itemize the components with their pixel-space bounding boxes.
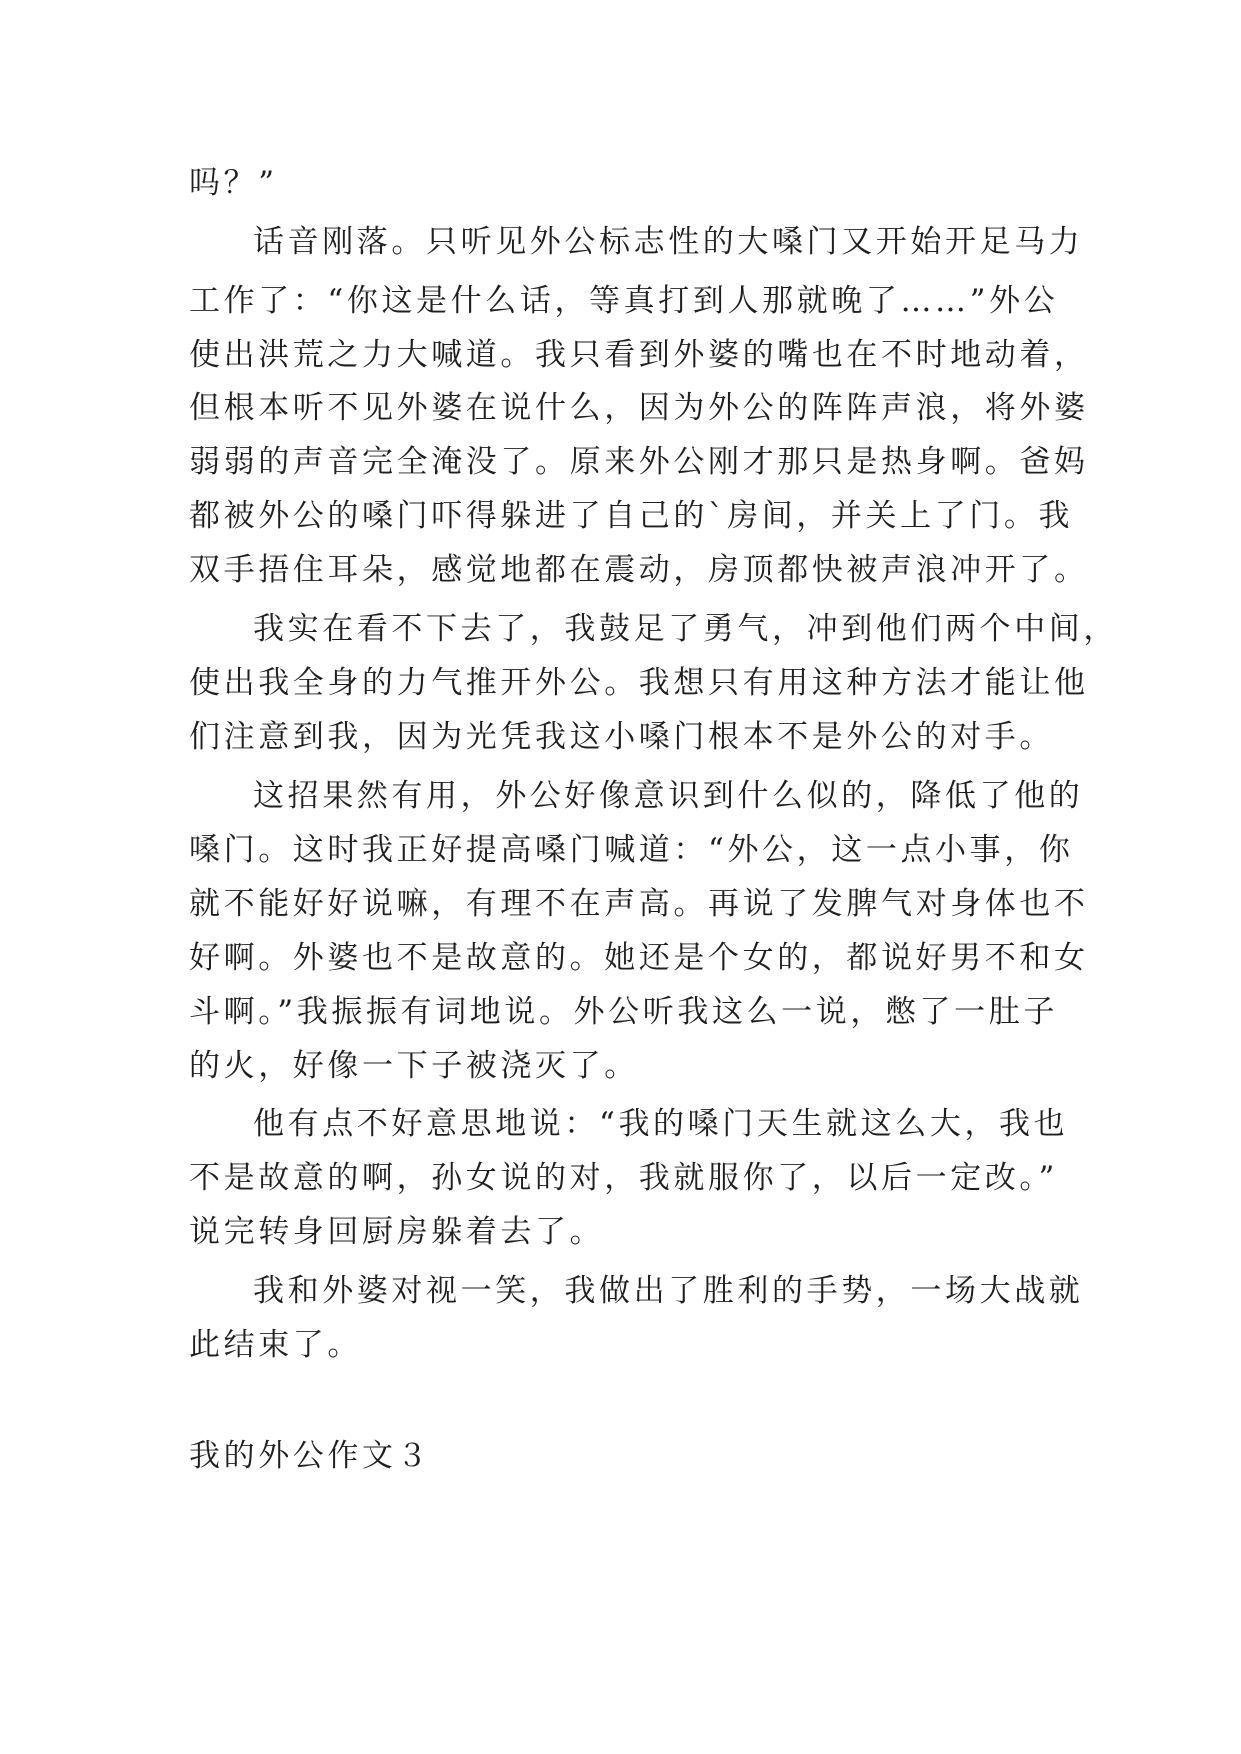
text-line: 使出我全身的力气推开外公。我想只有用这种方法才能让他 [189,665,1089,701]
text-line: 此结束了。 [189,1327,362,1363]
paragraph-start-line: 这招果然有用，外公好像意识到什么似的，降低了他的 [253,778,1084,814]
text-line: 们注意到我，因为光凭我这小嗓门根本不是外公的对手。 [189,719,1054,755]
text-line: 就不能好好说嘛，有理不在声高。再说了发脾气对身体也不 [189,886,1089,922]
text-line: 使出洪荒之力大喊道。我只看到外婆的嘴也在不时地动着， [189,337,1089,373]
text-line: 说完转身回厨房躲着去了。 [189,1214,605,1250]
text-line: 不是故意的啊，孙女说的对，我就服你了，以后一定改。” [189,1160,1058,1196]
text-line: 双手捂住耳朵，感觉地都在震动，房顶都快被声浪冲开了。 [189,552,1089,588]
paragraph-start-line: 他有点不好意思地说：“我的嗓门天生就这么大，我也 [253,1106,1069,1142]
paragraph-start-line: 我和外婆对视一笑，我做出了胜利的手势，一场大战就 [253,1273,1084,1309]
text-line: 的火，好像一下子被浇灭了。 [189,1048,639,1084]
text-line: 但根本听不见外婆在说什么，因为外公的阵阵声浪，将外婆 [189,390,1089,426]
text-line: 都被外公的嗓门吓得躲进了自己的`房间，并关上了门。我 [189,498,1074,534]
text-line: 弱弱的声音完全淹没了。原来外公刚才那只是热身啊。爸妈 [189,444,1089,480]
paragraph-start-line: 我实在看不下去了，我鼓足了勇气，冲到他们两个中间， [253,611,1118,647]
text-line: 好啊。外婆也不是故意的。她还是个女的，都说好男不和女 [189,940,1089,976]
text-line: 斗啊。”我振振有词地说。外公听我这么一说，憋了一肚子 [189,994,1058,1030]
section-title: 我的外公作文３ [189,1438,432,1474]
text-line: 工作了：“你这是什么话，等真打到人那就晚了……”外公 [189,283,1059,319]
paragraph-start-line: 话音刚落。只听见外公标志性的大嗓门又开始开足马力 [253,224,1084,260]
text-line: 吗？” [189,165,278,201]
text-line: 嗓门。这时我正好提高嗓门喊道：“外公，这一点小事，你 [189,832,1074,868]
